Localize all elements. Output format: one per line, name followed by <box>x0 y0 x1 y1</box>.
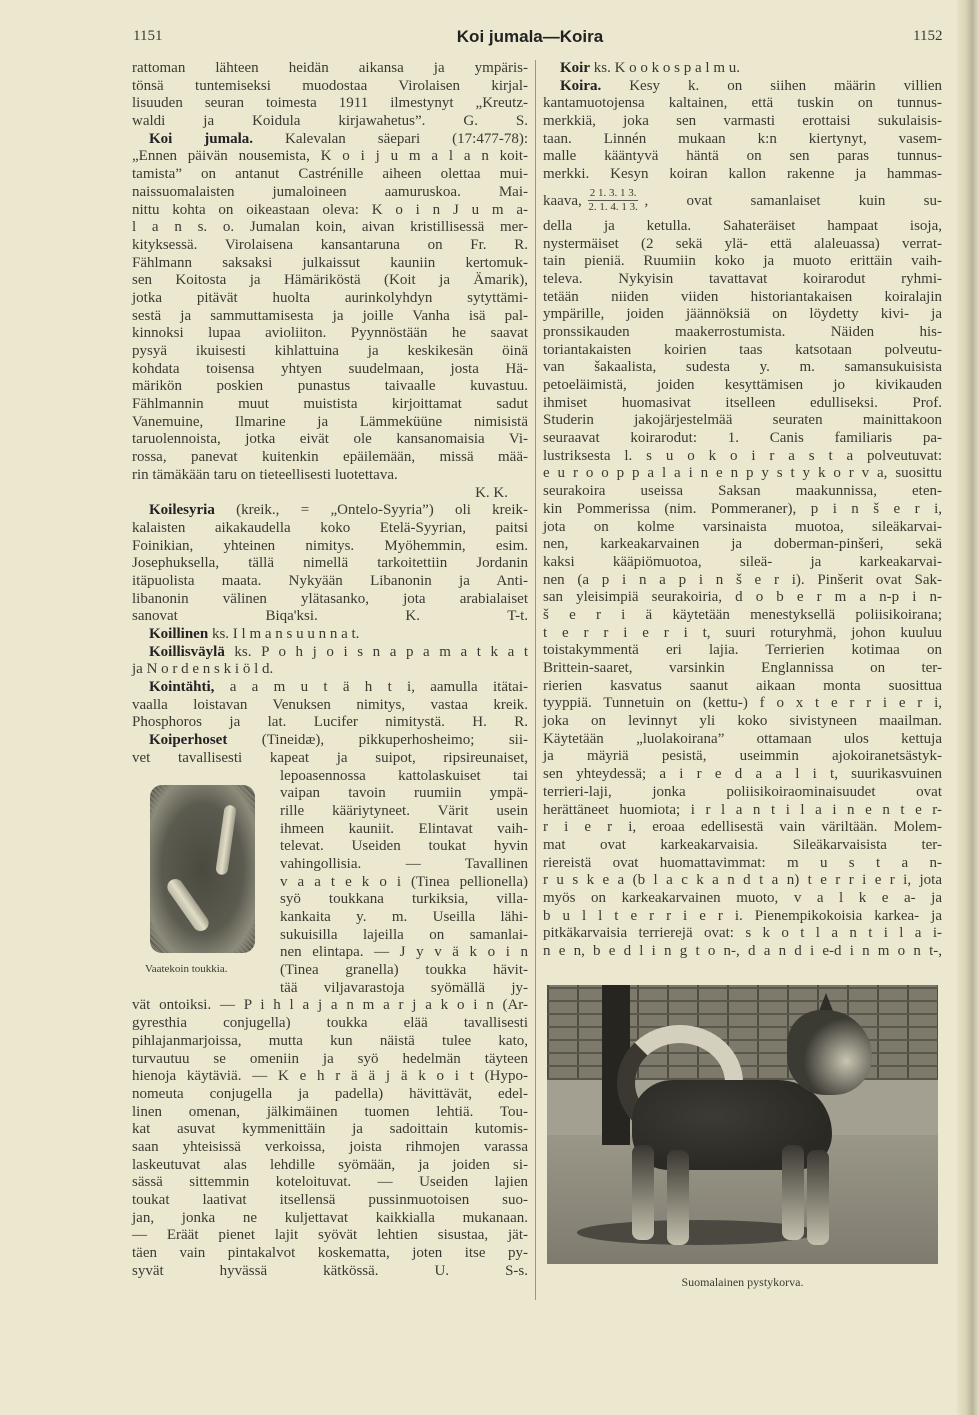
text-segment: terrieri-laji, jonka poliisikoiraominaisuudet ovat <box>543 783 942 800</box>
text-line <box>543 184 942 218</box>
entry-headword: Koi jumala. <box>149 130 254 147</box>
text-line <box>543 642 942 660</box>
entry-headword-line <box>132 131 528 149</box>
text-segment: kinnoksi lupaa avioliiton. Pyynnöstään he saavat <box>132 325 528 342</box>
text-segment: joka on levinnyt yli koko sivistyneen maailman. <box>543 713 942 730</box>
text-segment: nen elintapa. — J y v ä k o i n <box>280 944 528 961</box>
text-line <box>132 237 528 255</box>
text-segment: ks. K o o k o s p a l m u. <box>590 60 740 76</box>
text-segment: v a a t e k o i (Tinea pellionella) <box>280 873 528 890</box>
text-segment: seurakoira useissa Saksan maakunnissa, eten- <box>543 483 942 500</box>
text-line <box>132 1033 528 1051</box>
formula-numerator: 2 1. 3. 1 3. <box>589 187 637 200</box>
text-line <box>543 766 942 784</box>
page-number-left: 1151 <box>133 28 163 44</box>
entry-headword-line <box>132 502 528 520</box>
larva-case <box>164 876 212 934</box>
text-line <box>543 342 942 360</box>
text-line <box>132 591 528 609</box>
text-line <box>543 908 942 926</box>
text-segment: Vanemuine, Ilmarine ja Lämmeküüne nimisistä <box>132 413 528 430</box>
text-line <box>132 290 528 308</box>
text-segment: televat. Useiden toukat hyvin <box>280 838 528 855</box>
text-line <box>543 660 942 678</box>
text-line <box>132 661 528 679</box>
text-segment: saan yhteisissä verkoissa, joista rihmojen varassa <box>132 1138 528 1155</box>
text-line <box>132 538 528 556</box>
text-line <box>280 838 528 856</box>
text-line <box>132 750 528 768</box>
text-segment: b u l l t e r r i e r i. Pienempikokoisia karkea- ja <box>543 907 942 924</box>
text-segment: taruolennoista, jotka eivät ole kansanomaisia Vi- <box>132 431 528 448</box>
text-segment: petoeläimistä, joiden kesyttämisen jo kivikauden <box>543 377 942 393</box>
text-segment: kin Pommerissa (nim. Pommeraner), p i n š e r i, <box>543 500 942 517</box>
text-line <box>132 1245 528 1263</box>
text-segment: tyyppiä. Tunnetuin on (kettu-) f o x t e r r i e r i, <box>543 695 942 712</box>
text-segment: Josephuksella, tällä nimellä tarkoitettiin Jordanin <box>132 555 528 572</box>
text-line <box>543 625 942 643</box>
text-segment: t e r r i e r i t, suuri roturyhmä, johon kuuluu <box>543 624 942 641</box>
text-segment: toukat laativat itsellensä pussinmuotoisen suo- <box>132 1192 528 1208</box>
text-line <box>543 359 942 377</box>
text-segment: merkki. Kesyn koiran kallon rakenne ja hammas- <box>543 166 942 183</box>
text-line <box>543 377 942 395</box>
text-line <box>132 485 528 503</box>
text-line <box>543 589 942 607</box>
text-segment: (kreik., = „Ontelo-Syyria”) oli kreik- <box>214 502 528 519</box>
text-segment: pysyä ikuisesti kihlattuina ja keskikesän öinä <box>132 343 528 359</box>
text-segment: Kalevalan säepari (17:477-78): <box>253 130 528 147</box>
text-segment: syö toukkana turkiksia, villa- <box>280 891 528 908</box>
text-segment: vaalla loistavan Venuksen nimitys, vastaa kreik. <box>132 696 528 713</box>
text-line <box>543 271 942 289</box>
text-segment: kankaita y. m. Useilla lähi- <box>280 909 528 925</box>
text-line <box>132 202 528 220</box>
text-line <box>543 748 942 766</box>
dog-photograph <box>547 985 938 1264</box>
text-segment: Phosphoros ja lat. Lucifer nimitystä. H. R. <box>132 714 528 731</box>
text-line <box>132 431 528 449</box>
text-line <box>280 944 528 962</box>
text-segment: ja N o r d e n s k i ö l d. <box>132 661 274 678</box>
text-line <box>543 95 942 113</box>
text-line <box>543 819 942 837</box>
text-line <box>543 890 942 908</box>
text-line <box>132 1157 528 1175</box>
text-segment: tain pieniä. Ruumiin koko ja muoto erittäin vaih- <box>543 253 942 270</box>
text-segment: myös on karkeakarvainen muoto, v a l k e a- ja <box>543 889 942 906</box>
text-line <box>132 184 528 202</box>
text-segment: linen omenan, jälkimäinen tuomen lehtiä. Tou- <box>132 1103 528 1120</box>
text-line <box>280 874 528 892</box>
text-line <box>132 1227 528 1245</box>
text-line <box>543 236 942 254</box>
text-segment: ihmiset huomasivat itselleen edulliseksi. Prof. <box>543 394 942 411</box>
text-line <box>543 802 942 820</box>
text-line <box>543 218 942 236</box>
text-line <box>543 607 942 625</box>
text-segment: nystermäiset (2 sekä ylä- että alaleuassa) verrat- <box>543 235 942 252</box>
text-segment: vahingollisia. — Tavallinen <box>280 855 528 872</box>
text-segment: san yleisimpiä seurakoiria, d o b e r m a n-p i n- <box>543 589 942 606</box>
text-segment: Fählmann saksaksi julkaissut kauniin kertomuk- <box>132 254 528 271</box>
text-segment: seuraavat koirarodut: 1. Canis familiaris pa- <box>543 430 942 447</box>
running-title: Koi jumala—Koira <box>456 27 604 46</box>
moth-larvae-illustration <box>150 785 255 953</box>
text-line <box>132 396 528 414</box>
text-line <box>543 554 942 572</box>
text-line <box>543 784 942 802</box>
text-line <box>132 272 528 290</box>
text-segment: kaava, <box>543 192 582 209</box>
text-line <box>132 997 528 1015</box>
text-segment: a a m u t ä h t i, aamulla itätai- <box>214 679 528 696</box>
entry-headword-line <box>543 78 942 96</box>
text-segment: merkkiä, joka sen varmasti erottaisi sukulaisis- <box>543 113 942 130</box>
text-line <box>132 1210 528 1228</box>
entry-headword-line <box>132 626 528 644</box>
text-segment: kaksi kääpiömuotoa, sileä- ja karkeakarvai- <box>543 553 942 570</box>
photo-caption: Suomalainen pystykorva. <box>681 1275 804 1289</box>
text-segment: kantamuotojensa kaltainen, että tuskin on tunnus- <box>543 95 942 112</box>
text-segment: sässä sittemmin koteloituvat. — Useiden lajien <box>132 1174 528 1191</box>
text-segment: nomeuta conjugella ja padella) hävittävät, edel- <box>132 1085 528 1102</box>
text-line <box>543 695 942 713</box>
text-segment: jotka pitävät huolta aurinkolyhdyn sytyttämi- <box>132 289 528 306</box>
text-line <box>132 1104 528 1122</box>
text-segment: toistakymmentä eri lajia. Terrierien kotimaa on <box>543 642 942 659</box>
dog-leg <box>632 1145 654 1240</box>
text-segment: r i e r i, eroaa edellisestä vain väriltään. Molem- <box>543 819 942 836</box>
text-line <box>280 909 528 927</box>
right-column <box>543 60 942 961</box>
text-segment: rille kääriytyneet. Värit usein <box>280 802 528 819</box>
text-segment: rierien kasvatus saanut aikaan monta suosittua <box>543 677 942 694</box>
text-segment: malle kääntyvä häntä on sen paras tunnus- <box>543 148 942 165</box>
text-segment: jota on kolme varsinaista muotoa, sileäkarvai- <box>543 518 942 535</box>
entry-headword-line <box>543 60 942 78</box>
text-segment: pronssikauden maakerrostumista. Näiden his- <box>543 323 942 340</box>
text-segment: K. K. <box>475 484 508 501</box>
text-segment: rattoman lähteen heidän aikansa ja ympäris- <box>132 60 528 76</box>
text-line <box>543 430 942 448</box>
text-line <box>132 378 528 396</box>
text-line <box>132 1015 528 1033</box>
text-segment: gyresthia conjugella) toukka elää tavallisesti <box>132 1015 528 1032</box>
text-line <box>543 713 942 731</box>
page-fold-shadow <box>957 0 979 1415</box>
text-segment: tää viljavarastoja syömällä jy- <box>280 979 528 996</box>
text-line <box>132 1174 528 1192</box>
text-line <box>132 325 528 343</box>
entry-headword: Koillinen <box>149 626 209 642</box>
text-segment: taan. Linnén mukaan k:n kiertynyt, vasem- <box>543 130 942 147</box>
text-line <box>132 60 528 78</box>
text-line <box>132 113 528 131</box>
text-segment: sestä ja sammuttamisesta ja joille Vanha isä pal- <box>132 307 528 324</box>
entry-headword-line <box>132 644 528 662</box>
text-line <box>132 573 528 591</box>
text-segment: riereistä ovat huomattavimmat: m u s t a n- <box>543 854 942 871</box>
text-segment: della ja ketulla. Sahateräiset hampaat isoja, <box>543 217 942 234</box>
text-segment: kityksessä. Virolaisena kansantaruna on Fr. R. <box>132 236 528 253</box>
text-line <box>543 148 942 166</box>
text-segment: Foinikian, yhteinen nimitys. Myöhemmin, esim. <box>132 537 528 554</box>
text-segment: vet tavallisesti kapeat ja suipot, ripsireunaiset, <box>132 749 528 766</box>
text-segment: nen, karkeakarvainen ja doberman-pinšeri, sekä <box>543 536 942 553</box>
text-line <box>132 714 528 732</box>
text-segment: laskeutuvat alas lehdille syömään, ja joiden si- <box>132 1156 528 1173</box>
text-segment: täen vain pintakalvot koskematta, joten itse py- <box>132 1245 528 1262</box>
text-segment: tetään niiden viiden historiantakaisen koiralajin <box>543 288 942 305</box>
text-segment: kat asuvat kymmenittäin ja sadoittain kutomis- <box>132 1121 528 1138</box>
text-segment: kalaisten aikakaudella koko Etelä-Syyrian, paitsi <box>132 519 528 536</box>
text-line <box>543 483 942 501</box>
text-line <box>132 78 528 96</box>
text-segment: ja mäyriä pesistä, useimmin ajokoiranetsästyk- <box>543 748 942 765</box>
text-line <box>132 255 528 273</box>
text-line <box>543 837 942 855</box>
text-segment: ks. I l m a n s u u n n a t. <box>208 626 360 642</box>
text-line <box>543 412 942 430</box>
text-line <box>132 414 528 432</box>
text-segment: ympärille, joiden jäännöksiä on löydetty kivi- ja <box>543 306 942 323</box>
text-segment: (Tinea granella) toukka hävit- <box>280 962 528 979</box>
dog-leg <box>667 1150 689 1245</box>
text-segment: Fählmannin muut muistista kirjoittamat sadut <box>132 396 528 413</box>
text-segment: van šakaalista, sudesta y. m. samansukuisista <box>543 359 942 376</box>
text-line <box>543 501 942 519</box>
text-line <box>132 608 528 626</box>
text-segment: turvautuu se omeniin ja syö hedelmän täyteen <box>132 1050 528 1067</box>
entry-headword-line <box>132 732 528 750</box>
text-segment: š e r i ä käytetään menestyksellä poliisikoirana; <box>543 606 942 623</box>
text-segment: lisuuden seuran toimesta 1911 ilmestynyt „Kreutz- <box>132 95 528 112</box>
text-segment: r u s k e a (b l a c k a n d t a n) t e r r i e r i, jota <box>543 872 942 889</box>
text-segment: Studerin jakojärjestelmää seuraten mainittakoon <box>543 412 942 429</box>
text-segment: toriantakaisten koirien taas katsotaan polveutu- <box>543 341 942 358</box>
text-line <box>280 962 528 980</box>
text-line <box>543 289 942 307</box>
text-line <box>132 1051 528 1069</box>
text-segment: Brittein-saaret, varsinkin Englannissa on ter- <box>543 660 942 676</box>
entry-headword: Koilesyria <box>149 502 215 519</box>
text-segment: jan, jonka ne kuljettavat kaikkialla mukanaan. <box>132 1209 528 1226</box>
text-segment: hienoja käytäviä. — K e h r ä ä j ä k o i t (Hypo- <box>132 1068 528 1085</box>
text-line <box>132 361 528 379</box>
text-segment: Kesy k. on siihen määrin villien <box>601 77 942 94</box>
left-column <box>132 60 528 1280</box>
text-line <box>543 872 942 890</box>
text-segment: televa. Nykyisin tavattavat koirarodut ryhmi- <box>543 270 942 287</box>
text-line <box>543 395 942 413</box>
text-line <box>280 821 528 839</box>
entry-headword-line <box>132 679 528 697</box>
text-segment: syvät hyvässä kätkössä. U. S-s. <box>132 1262 528 1279</box>
text-line <box>132 166 528 184</box>
text-line <box>280 785 528 803</box>
text-line <box>280 856 528 874</box>
text-segment: n e n, b e d l i n g t o n-, d a n d i e-d i n m o n t-, <box>543 943 942 959</box>
page-number-right: 1152 <box>913 28 943 44</box>
text-segment: lustriksesta l. s u o k o i r a s t a polveutuvat: <box>543 447 942 464</box>
text-line <box>543 536 942 554</box>
text-line <box>543 253 942 271</box>
text-line <box>543 925 942 943</box>
text-segment: (Tineidæ), pikkuperhosheimo; sii- <box>227 732 528 749</box>
text-line <box>543 306 942 324</box>
text-segment: sukuisilla lajeilla on samanlai- <box>280 926 528 943</box>
text-line <box>132 1263 528 1281</box>
column-divider <box>535 60 536 1300</box>
text-line <box>132 1121 528 1139</box>
text-line <box>132 1139 528 1157</box>
dental-formula <box>588 187 639 214</box>
text-line <box>132 308 528 326</box>
text-line <box>132 1068 528 1086</box>
entry-headword: Koir <box>560 60 590 76</box>
dog-leg <box>807 1150 829 1245</box>
text-segment: pitkäkarvaisia terrierejä ovat: s k o t l a n t i l a i- <box>543 925 942 942</box>
text-line <box>543 943 942 961</box>
text-segment: Käytetään „luolakoirana” ottamaan ulos kettuja <box>543 730 942 747</box>
text-segment: waldi ja Koidula kirjawahetus”. G. S. <box>132 113 528 130</box>
text-line <box>543 731 942 749</box>
text-line <box>543 448 942 466</box>
text-segment: naissuomalaisten jumaloineen aamuruskoa. Mai- <box>132 183 528 200</box>
text-line <box>280 768 528 786</box>
text-line <box>280 891 528 909</box>
text-segment: l a n s. o. Jumalan koin, aivan kristillisessä mer- <box>132 219 528 236</box>
entry-headword: Koillisväylä <box>149 643 225 660</box>
text-segment: libanonin välinen ylätasanko, jota arabialaiset <box>132 590 528 607</box>
text-line <box>543 131 942 149</box>
text-line <box>132 1086 528 1104</box>
formula-denominator: 2. 1. 4. 1 3. <box>588 201 638 214</box>
text-segment: mat ovat karkeakarvaisia. Sileäkarvaisista ter- <box>543 836 942 853</box>
text-line <box>280 803 528 821</box>
text-line <box>543 166 942 184</box>
text-line <box>543 855 942 873</box>
text-segment: nittu kohta on oikeastaan oleva: K o i n J u m a- <box>132 201 528 218</box>
text-segment: nen (a p i n a p i n š e r i). Pinšerit ovat Sak- <box>543 571 942 588</box>
entry-headword: Kointähti, <box>149 679 215 696</box>
entry-headword: Koira. <box>560 77 602 94</box>
text-segment: kohdata toisensa yhtyen suudelmaan, josta Hä- <box>132 360 528 377</box>
text-segment: vät ontoiksi. — P i h l a j a n m a r j a k o i n (Ar- <box>132 997 528 1014</box>
text-line <box>543 324 942 342</box>
text-line <box>132 343 528 361</box>
text-segment: vaipan tavoin ruumiin ympä- <box>280 785 528 802</box>
text-line <box>280 927 528 945</box>
text-segment: märikön poskien punastus taivaalle kuvastuu. <box>132 378 528 395</box>
text-segment: — Eräät pienet lajit syövät lehtien sisustaa, jät- <box>132 1227 528 1244</box>
text-line <box>132 555 528 573</box>
text-line <box>132 697 528 715</box>
text-segment: , ovat samanlaiset kuin su- <box>644 192 942 209</box>
text-segment: tamista” on antanut Castrénille aiheen olettaa mui- <box>132 166 528 183</box>
entry-headword: Koiperhoset <box>149 732 228 749</box>
text-line <box>132 467 528 485</box>
illustration-caption: Vaatekoin toukkia. <box>145 963 228 975</box>
text-line <box>543 465 942 483</box>
text-line <box>132 1192 528 1210</box>
text-segment: rin tämäkään taru on tieteellisesti luotettava. <box>132 466 398 483</box>
text-line <box>132 520 528 538</box>
text-segment: ks. P o h j o i s n a p a m a t k a t <box>224 643 528 660</box>
text-line <box>132 219 528 237</box>
text-segment: sanovat Biqa'ksi. K. T-t. <box>132 608 528 625</box>
text-segment: lepoasennossa kattolaskuiset tai <box>280 767 528 784</box>
dog-leg <box>782 1145 804 1240</box>
text-segment: sen Koitosta ja Hämäriköstä (Koit ja Ämarik), <box>132 272 528 289</box>
text-segment: ihmeen kauniit. Elintavat vaih- <box>280 820 528 837</box>
text-segment: „Ennen päivän nousemista, K o i j u m a l a n koit- <box>132 148 528 165</box>
text-segment: itäpuolista maata. Nykyään Libanonin ja Anti- <box>132 572 528 589</box>
text-line <box>543 113 942 131</box>
text-segment: rossa, panevat kuitenkin epäilemään, missä mää- <box>132 449 528 466</box>
text-line <box>543 519 942 537</box>
text-line <box>280 980 528 998</box>
text-line <box>132 449 528 467</box>
larva-case <box>215 805 237 876</box>
text-line <box>543 678 942 696</box>
dog-shadow <box>577 1220 817 1245</box>
text-segment: pihlajanmarjoissa, mutta kun näistä tulee kato, <box>132 1032 528 1049</box>
text-segment: herättäneet huomiota; i r l a n t i l a i n e n t e r- <box>543 801 942 818</box>
text-segment: tönsä tuntemiseksi muodostaa Virolaisen kirjal- <box>132 77 528 94</box>
text-line <box>132 95 528 113</box>
text-segment: sen yhteydessä; a i r e d a a l i t, suurikasvuinen <box>543 766 942 783</box>
text-segment: e u r o o p p a l a i n e n p y s t y k o r v a, suosittu <box>543 465 942 482</box>
text-line <box>132 148 528 166</box>
text-line <box>543 572 942 590</box>
